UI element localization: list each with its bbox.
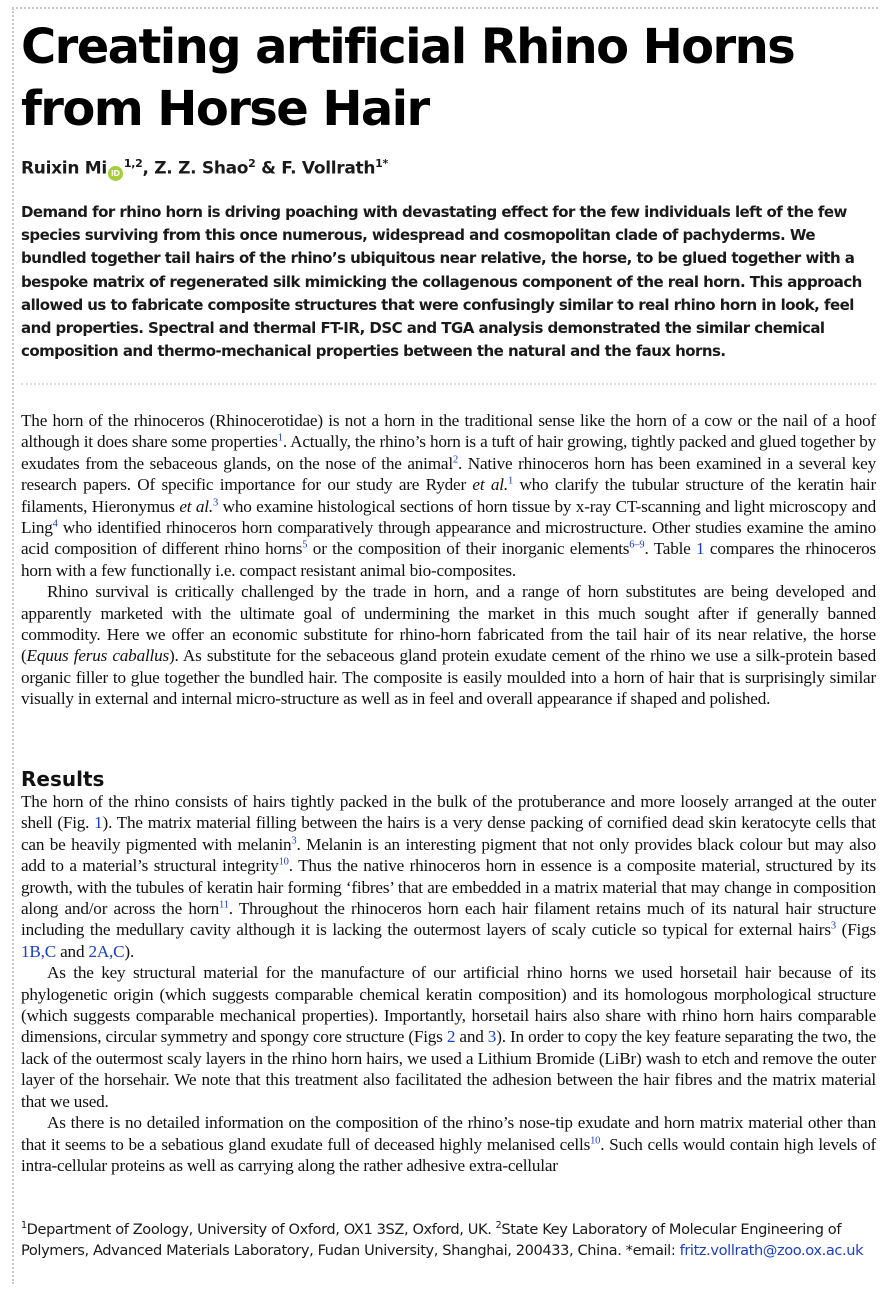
citation-link[interactable]: 4 (52, 518, 58, 530)
figure-link[interactable]: 1 (94, 813, 103, 833)
citation-link[interactable]: 11 (219, 899, 229, 911)
author-list (21, 157, 388, 181)
author-name: Ruixin Mi (21, 158, 107, 179)
figure-link[interactable]: 1B,C (21, 941, 57, 961)
introduction (21, 410, 876, 710)
citation-link[interactable]: 1 (277, 432, 283, 444)
paragraph: As the key structural material for the manufacture of our artificial rhino horns we used horsetail hair because of its phylogenetic origin (which suggests comparable chemical keratin composition) and its homologous morphological structure (which suggests comparable mechanical properties). Importantly, horsetail hairs also share with rhino horn hairs comparable dimensions, circular symmetry and spongy core structure (Figs 2 and 3). In order to copy the key feature separating the two, the lack of the outermost scaly layers in the rhino horn hairs, we used a Lithium Bromide (LiBr) wash to etch and remove the outer layer of the horsehair. We note that this treatment also facilitated the adhesion between the hair fibres and the matrix material that we used. (21, 963, 876, 1111)
page-border-top (12, 7, 878, 9)
orcid-icon[interactable]: iD (108, 166, 123, 181)
citation-link[interactable]: 3 (830, 920, 836, 932)
table-link[interactable]: 1 (696, 539, 705, 559)
paragraph: The horn of the rhinoceros (Rhinocerotidae) is not a horn in the traditional sense like the horn of a cow or the nail of a hoof although it does share some properties$^1$. Actually, the rhino’s horn is a tuft of hair growing, tightly packed and glued together by exudates from the sebaceous glands, on the nose of the animal$^2$. Native rhinoceros horn has been examined in a several key research papers. Of specific importance for our study are Ryder et al.$^1$ who clarify the tubular structure of the keratin hair filaments, Hieronymus et al.$^3$ who examine histological sections of horn tissue by x-ray CT-scanning and light microscopy and Ling$^4$ who identified rhinoceros horn comparatively through appearance and microstructure. Other studies examine the amino acid composition of different rhino horns$^5$ or the composition of their inorganic elements$^{6-9}$. Table 1 compares the rhinoceros horn with a few functionally i.e. compact resistant animal bio-composites. (21, 411, 877, 580)
section-divider (21, 383, 876, 385)
citation-link[interactable]: 3 (212, 496, 219, 508)
citation-link[interactable]: 1 (507, 475, 513, 487)
email-link[interactable]: fritz.vollrath@zoo.ox.ac.uk (679, 1242, 864, 1260)
author-separator: , (142, 158, 155, 179)
figure-link[interactable]: 2A,C (88, 941, 125, 961)
citation-link[interactable]: 2 (452, 454, 458, 466)
author-affiliation: 2 (248, 157, 256, 170)
author-affiliation: 1,2 (123, 157, 143, 170)
citation-link[interactable]: 6–9 (629, 539, 645, 551)
paragraph: Rhino survival is critically challenged by the trade in horn, and a range of horn substitutes are being developed and apparently marketed with the ultimate goal of undermining the market in this much sought after if generally banned commodity. Here we offer an economic substitute for rhino-horn fabricated from the tail hair of its near relative, the horse (Equus ferus caballus). As substitute for the sebaceous gland protein exudate cement of the rhino we use a silk-protein based organic filler to glue together the bundled hair. The composite is easily moulded into a horn of hair that is surprisingly similar visually in external and internal micro-structure as well as in feel and overall appearance if shaped and polished. (21, 582, 876, 709)
figure-link[interactable]: 3 (487, 1027, 497, 1047)
paragraph: As there is no detailed information on the composition of the rhino’s nose-tip exudate and horn matrix material other than that it seems to be a sebatious gland exudate full of deceased highly melanised cells$^{10}$. Such cells would contain high levels of intra-cellular proteins as well as carrying along the rather adhesive extra-cellular (21, 1113, 876, 1175)
citation-link[interactable]: 10 (590, 1134, 601, 1146)
author-name: Z. Z. Shao (154, 158, 249, 179)
figure-link[interactable]: 2 (446, 1027, 456, 1047)
citation-link[interactable]: 10 (278, 856, 289, 868)
author-affiliation: 1* (375, 157, 388, 170)
citation-link[interactable]: 5 (302, 539, 308, 551)
abstract: Demand for rhino horn is driving poaching with devastating effect for the few individuals left of the few species surviving from this once numerous, widespread and cosmopolitan clade of pachyderms. We bundled together tail hairs of the rhino’s ubiquitous near relative, the horse, to be glued together with a bespoke matrix of regenerated silk mimicking the collagenous component of the real horn. This approach allowed us to fabricate composite structures that were confusingly similar to real rhino horn in look, feel and properties. Spectral and thermal FT-IR, DSC and TGA analysis demonstrated the similar chemical composition and thermo-mechanical properties between the natural and the faux horns. (21, 203, 862, 361)
citation-link[interactable]: 3 (291, 835, 297, 847)
author-name: F. Vollrath (281, 158, 376, 179)
affiliations-footnote: $^1$Department of Zoology, University of Oxford, OX1 3SZ, Oxford, UK. $^2$State Key Laboratory of Molecular Engineering of Polymers, Advanced Materials Laboratory, Fudan University, Shanghai, 200433, China. *email: fritz.vollrath@zoo.ox.ac.uk (21, 1220, 864, 1260)
author-separator: & (255, 158, 282, 179)
section-heading-results: Results (21, 767, 105, 791)
page-border-left (12, 8, 14, 1284)
paragraph: The horn of the rhino consists of hairs tightly packed in the bulk of the protuberance and more loosely arranged at the outer shell (Fig. 1). The matrix material filling between the hairs is a very dense packing of cornified dead skin keratocyte cells that can be heavily pigmented with melanin$^3$. Melanin is an interesting pigment that not only provides black colour but may also add to a material’s structural integrity$^{10}$. Thus the native rhinoceros horn in essence is a composite material, structured by its growth, with the tubules of keratin hair forming ‘fibres’ that are embedded in a matrix material that may change in composition along and/or across the horn$^{11}$. Throughout the rhinoceros horn each hair filament retains much of its natural hair structure including the medullary cavity although it is lacking the outermost layers of scaly cuticle so typical for external hairs$^3$ (Figs 1B,C and 2A,C). (21, 792, 877, 961)
article-title: Creating artificial Rhino Horns from Horse Hair (21, 19, 795, 137)
results-section (21, 791, 876, 1176)
